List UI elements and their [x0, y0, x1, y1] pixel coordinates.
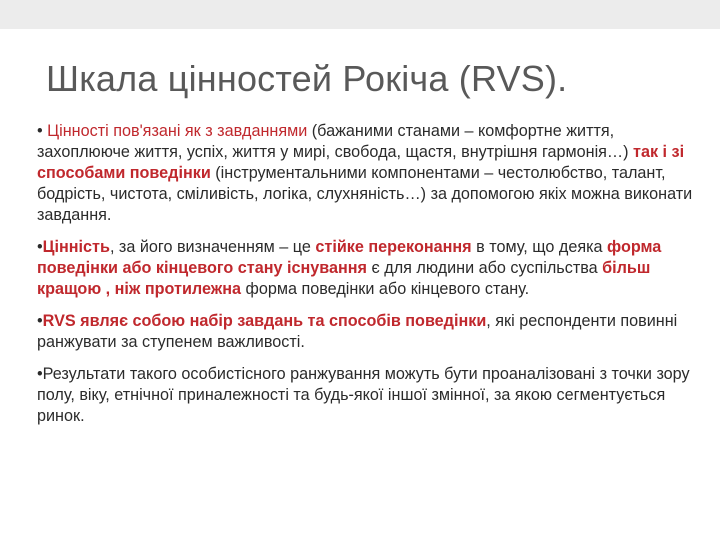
highlight-text: стійке переконання [315, 238, 472, 256]
paragraph-text: форма поведінки або кінцевого стану. [241, 280, 530, 298]
paragraph-text: , які респонденти повинні ранжувати за ступенем важливості. [37, 312, 678, 351]
paragraph-rvs-set [37, 311, 697, 353]
highlight-text: форма поведінки або кінцевого стану існування [37, 238, 662, 277]
bullet: • [37, 312, 43, 330]
highlight-text: RVS являє собою набір завдань та способів поведінки [42, 312, 487, 330]
paragraph-values-definition [37, 121, 697, 226]
top-band [0, 0, 720, 29]
highlight-text: так і зі способами поведінки [37, 143, 685, 182]
bullet: • [37, 365, 43, 383]
paragraph-text: є для людини або суспільства [367, 259, 603, 277]
paragraph-results [37, 364, 697, 427]
highlight-text: Цінність [42, 238, 110, 256]
bullet: • [37, 122, 48, 140]
highlight-text: більш кращою , ніж протилежна [37, 259, 651, 298]
slide-body [37, 121, 697, 438]
paragraph-text: в тому, що деяка [471, 238, 608, 256]
paragraph-value-concept [37, 237, 697, 300]
slide-title: Шкала цінностей Рокіча (RVS). [46, 58, 568, 99]
paragraph-text: Результати такого особистісного ранжування можуть бути проаналізовані з точки зору полу, віку, етнічної приналежності та будь-якої іншої змінної, за якою сегментується ринок. [37, 365, 690, 425]
highlight-text: Цінності пов'язані як з завданнями [47, 122, 308, 140]
paragraph-text: (бажаними станами – комфортне життя, захоплююче життя, успіх, життя у мирі, свобода, щастя, внутрішня гармонія…) [37, 122, 634, 161]
paragraph-text: , за його визначенням – це [109, 238, 316, 256]
bullet: • [37, 238, 43, 256]
paragraph-text: (інструментальними компонентами – честолюбство, талант, бодрість, чистота, сміливість, логіка, слухняність…) за допомогою якіх можна виконати завдання. [37, 164, 693, 224]
